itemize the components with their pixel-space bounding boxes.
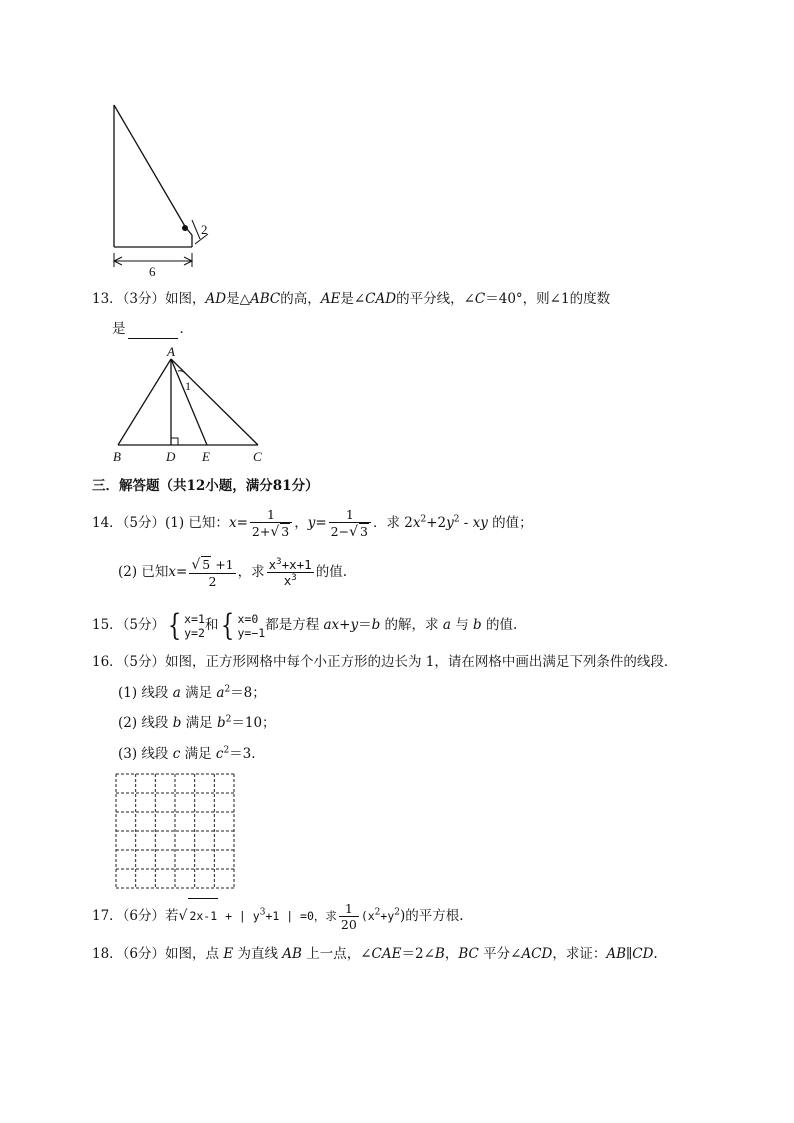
fig13-label-c: C [253,449,262,464]
q15-system-1 [184,612,205,640]
q14-frac-x-den [250,523,292,540]
q15-and: 和 [204,617,219,633]
q13-var-abc: ABC [250,291,281,307]
q17-rest: +1 | =0，求 [265,909,337,923]
q17-sq1: 2 [374,907,381,918]
q18-var-cae: CAE [371,946,402,962]
q14-expr-den-cube: 3 [291,572,297,583]
q16-i1-sq: 2 [224,684,231,695]
brace-icon: { [167,607,182,643]
q14-den-y-rad: 3 [360,524,368,539]
q15-var-b1: b [371,617,381,633]
q14-expr-cube: 3 [276,556,282,567]
q15-s1-line1: x=1 [184,611,205,626]
q14-frac-expr-num [267,557,314,573]
q14-p2-pre: (2) 已知 [118,564,169,580]
q15-text-1: 15．（5分） [92,617,166,633]
q16-i1-var: a [172,685,181,701]
q16-i3-var: c [172,746,181,762]
q16-item-2 [118,713,276,733]
q18-var-cd: CD [632,946,654,962]
q18-text-4: ＝2∠ [401,946,435,962]
q14-p2-five: 5 [202,557,211,572]
q18-var-e: E [223,946,234,962]
q13-text-end: ． [179,321,193,337]
q15 [92,608,517,642]
q13-var-ad: AD [205,291,227,307]
q16-i3-pre: (3) 线段 [118,746,173,762]
q15-s2-line2: y=−1 [237,625,266,640]
q14-part2 [118,555,347,589]
fig12-point [182,225,188,231]
q15-system-2 [238,612,266,640]
q14-ask-minus: - [459,515,473,531]
q17-frac-num: 1 [339,901,359,917]
q14-text-1: 14．（5分）(1) 已知： [92,515,229,531]
brace-icon: { [221,607,235,643]
q17-cube: 3 [259,907,266,918]
fig12-label-6: 6 [149,264,156,279]
q17-plus: +y [380,909,395,923]
q15-text-3: ＝ [358,617,372,633]
q13-text-5: 的平分线，∠ [396,291,475,307]
q13-line1 [92,289,610,309]
q15-var-b2: b [473,617,482,633]
grid-lines [116,774,234,888]
q13-var-ae: AE [320,291,341,307]
q15-s1-line2: y=2 [184,625,205,640]
q16-i3-mid: 满足 [180,746,216,762]
q16-i1-mid: 满足 [180,685,217,701]
fig12-hypotenuse [114,105,186,228]
q15-text-4: 的解，求 [380,617,443,633]
q16-i1-var2: a [216,685,225,701]
q13-text-4: 是∠ [340,291,366,307]
q16-i2-sq: 2 [225,714,232,725]
q14-p2-eq: = [176,564,188,580]
q14-ask-x: x [412,515,421,531]
figure-q12 [100,95,230,280]
q14-frac-y [329,507,371,540]
q14-frac-expr-den [267,573,314,588]
q14-comma: ， [294,515,308,531]
q14-p2-end: 的值. [315,564,347,580]
q16-i2-var: b [172,715,182,731]
q13-text-1: 13．（3分）如图， [92,291,206,307]
q18-var-bc: BC [458,946,479,962]
q18-var-b: B [434,946,445,962]
fig13-label-d: D [166,449,176,464]
fig13-side-ab [118,359,171,445]
q14-eq-2: = [315,515,327,531]
q13-text-6: ＝40°，则∠1的度数 [485,291,611,307]
q17-paren: (x [360,909,375,923]
q15-var-a: a [442,617,451,633]
q17-mid: + | y [218,909,260,923]
q16-i3-end: ＝3. [229,746,256,762]
q18 [92,944,658,964]
q14-var-y: y [307,515,316,531]
fig13-bisector-ae [171,359,207,445]
q18-text-3: 上一点，∠ [301,946,372,962]
fig13-label-e: E [202,449,210,464]
q17 [92,898,464,933]
q13-text-2: 是△ [226,291,250,307]
q17-radicand: 2x-1 [188,898,218,933]
q14-frac-x-num: 1 [250,507,292,523]
q16-i2-var2: b [216,715,226,731]
section-3-heading: 三．解答题（共12小题，满分81分） [92,478,319,494]
fig13-label-1: 1 [185,379,191,393]
q14-p2-x: x [168,564,177,580]
q14-expr-den-x: x [283,573,292,588]
q14-ask-pre: ．求 2 [372,515,413,531]
q14-frac-p2-den: 2 [208,574,217,589]
q14-ask-xy: xy [472,515,488,531]
q18-text-end: . [653,946,658,962]
q18-var-acd: ACD [521,946,553,962]
q15-eqn: ax+y [323,617,359,633]
q17-sq2: 2 [394,907,400,918]
q16-i1-end: ＝8； [230,685,266,701]
q14-ask-plus: +2 [426,515,447,531]
q17-close: )的平方根. [400,908,464,924]
q15-text-2: 都是方程 [265,617,324,633]
q14-ask-y: y [446,515,454,531]
radical-sign: √ [191,557,201,573]
q16-stem: 16．（5分）如图，正方形网格中每个小正方形的边长为 1，请在网格中画出满足下列条件的线段． [92,654,678,670]
radical-sign: √ [270,524,280,540]
q15-text-5: 与 [450,617,474,633]
q14-frac-y-den [329,523,371,540]
q18-parallel: ∥ [626,946,633,962]
q18-var-ab: AB [282,946,302,962]
q18-text-5: ， [444,946,459,962]
q16-i2-mid: 满足 [181,715,217,731]
radical-sign: √ [349,524,358,540]
figure-q13 [108,343,273,465]
q15-text-6: 的值. [481,617,518,633]
q16-i2-end: ＝10； [231,715,276,731]
q14-expr-x: x [268,557,277,572]
q14-frac-y-num: 1 [329,507,371,523]
q14-var-x: x [228,515,237,531]
q18-text-2: 为直线 [233,946,283,962]
q14-den-x-a: 2+ [251,524,271,539]
q13-answer-blank[interactable] [128,324,178,339]
q16-i2-pre: (2) 线段 [118,715,173,731]
q17-frac-den: 20 [340,917,357,932]
q14-eq-1: = [236,515,248,531]
q18-text-7: ，求证： [552,946,607,962]
q18-var-ab2: AB [606,946,627,962]
q16-item-3 [118,744,256,764]
q15-s2-line1: x=0 [237,611,259,626]
q14-den-y-a: 2− [330,524,350,539]
fig13-label-a: A [167,344,175,359]
q14-frac-expr [267,557,314,588]
q14-frac-p2 [189,556,235,589]
q16-i3-var2: c [215,746,224,762]
q14-p2-plus1: +1 [211,557,234,572]
q16-i1-pre: (1) 线段 [118,685,173,701]
q14-frac-p2-num [189,556,235,574]
q13-var-cad: CAD [365,291,397,307]
q14-den-x-rad: 3 [281,524,290,539]
q18-text-1: 18．（6分）如图，点 [92,946,224,962]
q17-text-1: 17．（6分）若 [92,908,179,924]
q14-p2-ask: ，求 [237,564,265,580]
q14-ask-end: 的值； [487,515,533,531]
q17-frac [339,901,359,932]
q14-frac-x [250,507,292,540]
q14-ask-sq2: 2 [453,514,460,525]
q16-i3-sq: 2 [223,745,230,756]
fig12-label-2: 2 [201,222,208,237]
fig13-right-angle-mark [171,438,178,445]
q13-var-c: C [474,291,486,307]
q16-grid [115,773,237,891]
q13-line2 [112,319,193,339]
fig13-label-b: B [113,449,121,464]
q14-expr-rest: +x+1 [281,557,312,572]
fig12-dim-small [192,220,200,239]
q13-text-7: 是 [112,321,126,337]
radical-sign: √ [178,908,188,924]
q13-text-3: 的高， [280,291,321,307]
q16-item-1 [118,683,266,703]
q14-ask-sq1: 2 [420,514,427,525]
q14-part1 [92,506,533,540]
q18-text-6: 平分∠ [478,946,522,962]
